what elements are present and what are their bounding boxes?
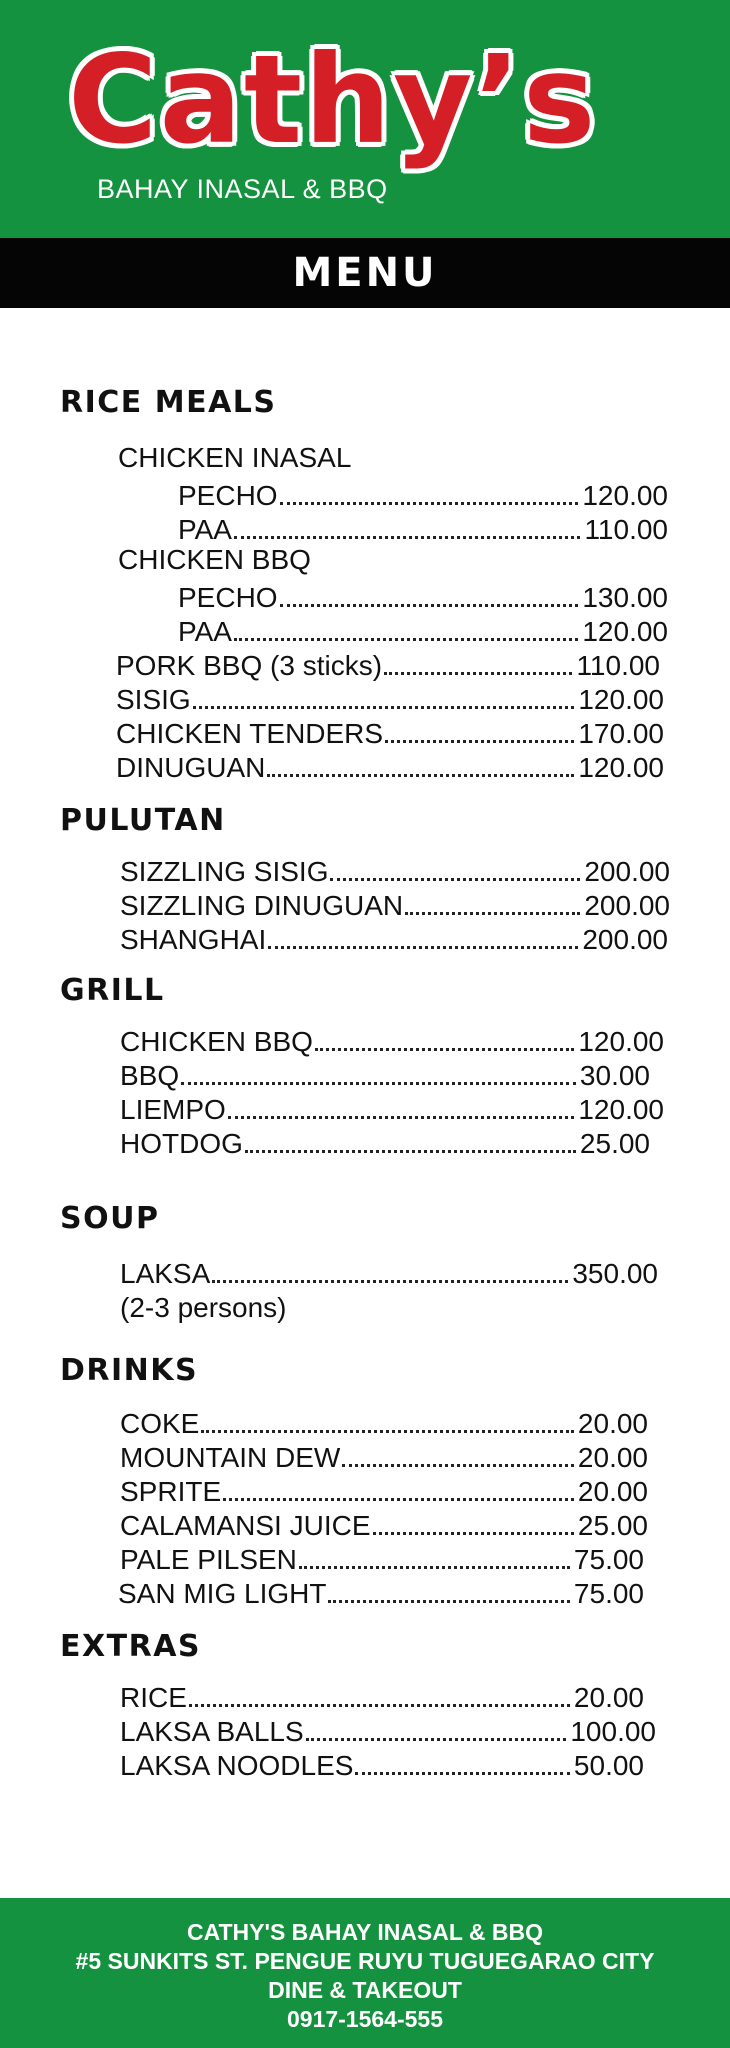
menu-item-bbq-paa bbox=[178, 614, 668, 648]
menu-item-pork-bbq bbox=[116, 648, 660, 682]
section-title-grill: GRILL bbox=[60, 973, 165, 1008]
menu-item-name: PORK BBQ (3 sticks) bbox=[116, 650, 383, 681]
dot-leader bbox=[405, 912, 580, 915]
menu-item-sizzling-sisig bbox=[120, 854, 670, 888]
menu-item-name: LIEMPO bbox=[120, 1094, 226, 1125]
dot-leader bbox=[385, 740, 574, 743]
menu-item-chicken-tenders bbox=[116, 716, 664, 750]
menu-item-price: 75.00 bbox=[573, 1578, 644, 1609]
header-banner bbox=[0, 0, 730, 238]
menu-item-price: 170.00 bbox=[578, 718, 664, 749]
menu-item-coke bbox=[120, 1406, 648, 1440]
menu-content bbox=[0, 308, 730, 1898]
dot-leader bbox=[306, 1738, 567, 1741]
footer-banner bbox=[0, 1898, 730, 2048]
menu-item-mountain-dew bbox=[120, 1440, 648, 1474]
dot-leader bbox=[280, 502, 579, 505]
menu-item-grill-bbq bbox=[120, 1058, 650, 1092]
menu-item-laksa bbox=[120, 1256, 658, 1290]
menu-item-price: 120.00 bbox=[578, 1026, 664, 1057]
dot-leader bbox=[212, 1280, 568, 1283]
menu-item-name: MOUNTAIN DEW bbox=[120, 1442, 341, 1473]
dot-leader bbox=[268, 946, 578, 949]
menu-item-price: 20.00 bbox=[573, 1682, 644, 1713]
dot-leader bbox=[330, 878, 580, 881]
menu-item-grill-liempo bbox=[120, 1092, 664, 1126]
dot-leader bbox=[193, 706, 575, 709]
menu-item-grill-hotdog bbox=[120, 1126, 650, 1160]
menu-item-name: HOTDOG bbox=[120, 1128, 243, 1159]
menu-item-price: 110.00 bbox=[576, 650, 660, 681]
menu-item-price: 20.00 bbox=[577, 1442, 648, 1473]
dot-leader bbox=[189, 1704, 570, 1707]
dot-leader bbox=[315, 1048, 574, 1051]
menu-item-name: LAKSA bbox=[120, 1258, 211, 1289]
menu-item-name: SAN MIG LIGHT bbox=[118, 1578, 327, 1609]
dot-leader bbox=[234, 536, 580, 539]
section-title-drinks: DRINKS bbox=[60, 1353, 199, 1388]
menu-item-rice bbox=[120, 1680, 644, 1714]
section-title-soup: SOUP bbox=[60, 1201, 160, 1236]
menu-item-name: PAA bbox=[178, 616, 232, 647]
menu-item-sprite bbox=[120, 1474, 648, 1508]
menu-item-laksa-noodles bbox=[120, 1748, 644, 1782]
menu-item-laksa-balls bbox=[120, 1714, 656, 1748]
menu-item-sisig bbox=[116, 682, 664, 716]
subheading-chicken-bbq: CHICKEN BBQ bbox=[118, 544, 311, 575]
dot-leader bbox=[223, 1498, 574, 1501]
menu-item-name: RICE bbox=[120, 1682, 187, 1713]
menu-item-name: COKE bbox=[120, 1408, 200, 1439]
menu-item-shanghai bbox=[120, 922, 668, 956]
menu-item-san-mig-light bbox=[118, 1576, 644, 1610]
menu-item-price: 120.00 bbox=[578, 752, 664, 783]
menu-item-price: 200.00 bbox=[582, 924, 668, 955]
subheading-chicken-inasal: CHICKEN INASAL bbox=[118, 442, 352, 473]
menu-item-price: 120.00 bbox=[582, 480, 668, 511]
menu-item-price: 200.00 bbox=[584, 890, 670, 921]
dot-leader bbox=[328, 1600, 569, 1603]
menu-item-name: SIZZLING DINUGUAN bbox=[120, 890, 404, 921]
dot-leader bbox=[267, 774, 574, 777]
menu-item-name: SISIG bbox=[116, 684, 191, 715]
menu-item-name: LAKSA NOODLES bbox=[120, 1750, 354, 1781]
menu-item-name: PECHO bbox=[178, 582, 278, 613]
dot-leader bbox=[181, 1082, 576, 1085]
menu-item-price: 100.00 bbox=[570, 1716, 656, 1747]
section-title-rice-meals: RICE MEALS bbox=[60, 385, 277, 420]
menu-item-sizzling-dinuguan bbox=[120, 888, 670, 922]
menu-item-price: 50.00 bbox=[573, 1750, 644, 1781]
menu-item-price: 75.00 bbox=[573, 1544, 644, 1575]
menu-item-dinuguan bbox=[116, 750, 664, 784]
menu-item-price: 120.00 bbox=[582, 616, 668, 647]
dot-leader bbox=[228, 1116, 575, 1119]
menu-item-price: 120.00 bbox=[578, 684, 664, 715]
dot-leader bbox=[299, 1566, 570, 1569]
dot-leader bbox=[342, 1464, 574, 1467]
menu-item-name: CHICKEN BBQ bbox=[120, 1026, 313, 1057]
menu-item-price: 200.00 bbox=[584, 856, 670, 887]
section-title-pulutan: PULUTAN bbox=[60, 803, 226, 838]
dot-leader bbox=[201, 1430, 574, 1433]
dot-leader bbox=[355, 1772, 569, 1775]
menu-item-name: SPRITE bbox=[120, 1476, 222, 1507]
menu-item-price: 25.00 bbox=[577, 1510, 648, 1541]
menu-item-name: LAKSA BALLS bbox=[120, 1716, 304, 1747]
footer-phone: 0917-1564-555 bbox=[286, 2006, 444, 2032]
footer-address: #5 SUNKITS ST. PENGUE RUYU TUGUEGARAO CITY bbox=[75, 1948, 655, 1974]
menu-item-price: 130.00 bbox=[582, 582, 668, 613]
menu-item-bbq-pecho bbox=[178, 580, 668, 614]
menu-item-grill-chicken-bbq bbox=[120, 1024, 664, 1058]
menu-item-name: DINUGUAN bbox=[116, 752, 266, 783]
footer-service: DINE & TAKEOUT bbox=[268, 1977, 462, 2003]
menu-item-name: PALE PILSEN bbox=[120, 1544, 297, 1575]
dot-leader bbox=[234, 638, 578, 641]
menu-item-inasal-paa bbox=[178, 512, 668, 546]
menu-item-note: (2-3 persons) bbox=[120, 1292, 287, 1323]
menu-item-price: 120.00 bbox=[578, 1094, 664, 1125]
menu-item-name: CALAMANSI JUICE bbox=[120, 1510, 371, 1541]
brand-tagline: BAHAY INASAL & BBQ bbox=[97, 174, 388, 204]
menu-item-price: 30.00 bbox=[579, 1060, 650, 1091]
menu-item-price: 110.00 bbox=[584, 514, 668, 545]
section-title-extras: EXTRAS bbox=[60, 1629, 202, 1664]
menu-item-name: CHICKEN TENDERS bbox=[116, 718, 384, 749]
brand-logo: Cathy’s bbox=[68, 29, 598, 171]
menu-item-price: 25.00 bbox=[579, 1128, 650, 1159]
menu-item-name: BBQ bbox=[120, 1060, 180, 1091]
menu-item-price: 20.00 bbox=[577, 1476, 648, 1507]
menu-item-price: 350.00 bbox=[572, 1258, 658, 1289]
menu-item-calamansi-juice bbox=[120, 1508, 648, 1542]
dot-leader bbox=[384, 672, 572, 675]
menu-item-name: SHANGHAI bbox=[120, 924, 267, 955]
dot-leader bbox=[373, 1532, 574, 1535]
dot-leader bbox=[280, 604, 579, 607]
menu-item-inasal-pecho bbox=[178, 478, 668, 512]
footer-business-name: CATHY'S BAHAY INASAL & BBQ bbox=[186, 1919, 544, 1945]
menu-item-name: SIZZLING SISIG bbox=[120, 856, 329, 887]
menu-item-price: 20.00 bbox=[577, 1408, 648, 1439]
menu-item-pale-pilsen bbox=[120, 1542, 644, 1576]
menu-title-bar: MENU bbox=[0, 238, 730, 308]
menu-item-name: PECHO bbox=[178, 480, 278, 511]
menu-item-name: PAA bbox=[178, 514, 232, 545]
dot-leader bbox=[245, 1150, 576, 1153]
